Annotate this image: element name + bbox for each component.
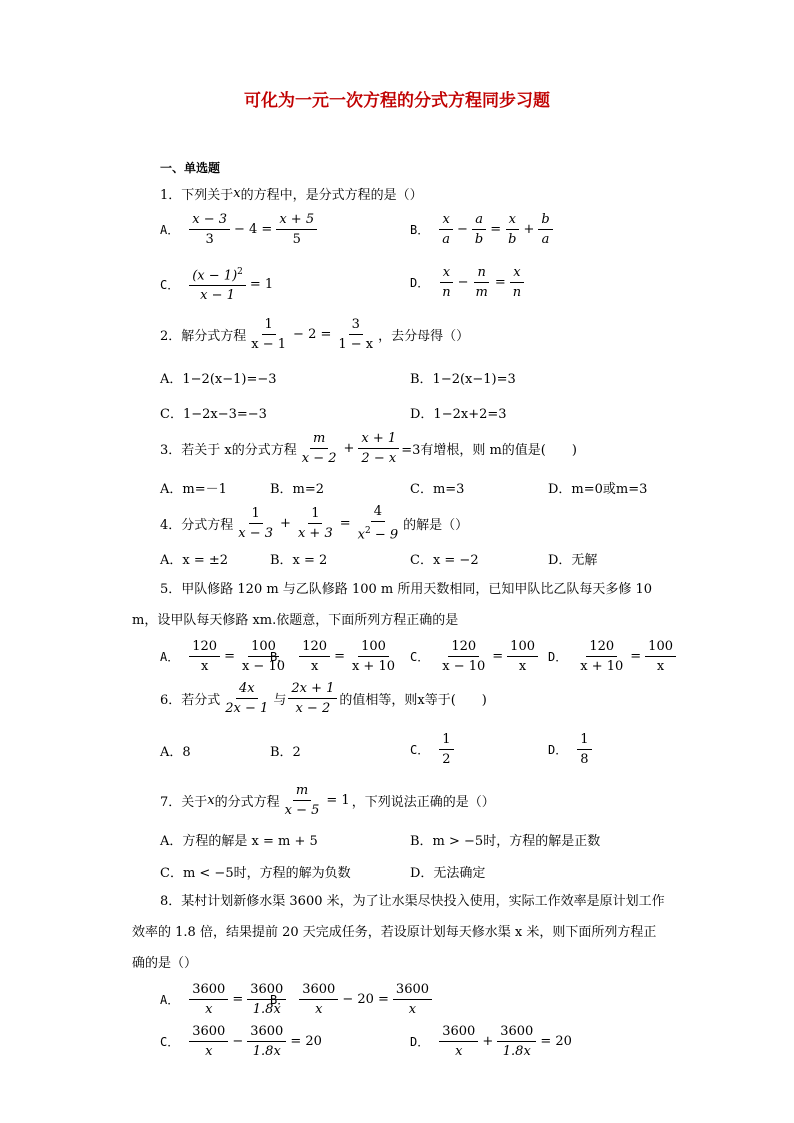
q3-option-a[interactable]: A．m=－1 <box>160 482 227 497</box>
q7-option-d[interactable]: D．无法确定 <box>410 866 486 881</box>
question-2: 2．解分式方程 $\frac{1}{x - 1}$ − 2 = $\frac{3}{1 - x}$ ，去分母得（） <box>160 317 470 352</box>
question-8: 8．某村计划新修水渠 3600 米，为了让水渠尽快投入使用，实际工作效率是原计划工作效率的 1.8 倍，结果提前 20 天完成任务，若设原计划每天修水渠 x 米，则下面所列方程正确的是（） <box>132 894 665 971</box>
question-4: 4．分式方程 $\frac{1}{x - 3}$ + $\frac{1}{x + 3}$ = $\frac{4}{x^2 - 9}$ 的解是（） <box>160 504 469 543</box>
q8-option-c[interactable]: C． $\frac{3600}{x}$ − $\frac{3600}{1.8x}$ = 20 <box>160 1024 322 1059</box>
section-heading: 一、单选题 <box>160 161 221 175</box>
question-3: 3．若关于 x的分式方程 $\frac{m}{x - 2}$ + $\frac{x + 1}{2 - x}$ =3有增根，则 m的值是( ) <box>160 431 577 466</box>
q4-option-b[interactable]: B．x = 2 <box>270 553 328 568</box>
q1-var: x <box>233 186 241 201</box>
q5-option-c[interactable]: C． $\frac{120}{x - 10}$ = $\frac{100}{x}$ <box>410 638 540 675</box>
question-6: 6．若分式 $\frac{4x}{2x - 1}$ 与 $\frac{2x + 1}{x - 2}$ 的值相等，则x等于( ) <box>160 681 487 716</box>
q5-option-a[interactable]: A． $\frac{120}{x}$ = $\frac{100}{x - 10}$ <box>160 639 285 674</box>
question-7: 7．关于 x 的分式方程 $\frac{m}{x - 5}$ = 1 ，下列说法正确的是（） <box>160 783 495 818</box>
q6-option-b[interactable]: B．2 <box>270 745 301 760</box>
q2-option-c[interactable]: C．1−2x−3=−3 <box>160 407 267 422</box>
q2-option-b[interactable]: B．1−2(x−1)=3 <box>410 372 516 387</box>
q5-option-b[interactable]: B． $\frac{120}{x}$ = $\frac{100}{x + 10}$ <box>270 639 395 674</box>
q1-stem-end: 的方程中，是分式方程的是（） <box>240 188 423 203</box>
q3-option-d[interactable]: D．m=0或m=3 <box>548 482 648 497</box>
q1-option-c[interactable]: C． $\frac{(x - 1)^2}{x - 1}$ = 1 <box>160 264 275 304</box>
q4-option-a[interactable]: A．x = ±2 <box>160 553 229 568</box>
q7-option-c[interactable]: C．m < −5时，方程的解为负数 <box>160 866 351 881</box>
q6-option-a[interactable]: A．8 <box>160 745 191 760</box>
q1-option-d[interactable]: D． $\frac{x}{n}$ − $\frac{n}{m}$ = $\frac{x}{n}$ <box>410 264 526 301</box>
q8-option-d[interactable]: D． $\frac{3600}{x}$ + $\frac{3600}{1.8x}$ = 20 <box>410 1024 572 1059</box>
q3-option-c[interactable]: C．m=3 <box>410 482 465 497</box>
q1-option-a[interactable]: A． $\frac{x - 3}{3}$ − 4 = $\frac{x + 5}{5}$ <box>160 211 319 248</box>
q2-option-a[interactable]: A．1−2(x−1)=−3 <box>160 372 277 387</box>
q2-option-d[interactable]: D．1−2x+2=3 <box>410 407 507 422</box>
q3-option-b[interactable]: B．m=2 <box>270 482 325 497</box>
q4-option-d[interactable]: D．无解 <box>548 553 598 568</box>
q5-option-d[interactable]: D． $\frac{120}{x + 10}$ = $\frac{100}{x}$ <box>548 638 678 675</box>
page-title: 可化为一元一次方程的分式方程同步习题 <box>244 91 550 111</box>
q6-option-c[interactable]: C． $\frac{1}{2}$ <box>410 731 456 768</box>
q4-option-c[interactable]: C．x = −2 <box>410 553 479 568</box>
q1-stem: 1．下列关于 <box>160 188 234 203</box>
q6-option-d[interactable]: D． $\frac{1}{8}$ <box>548 731 594 768</box>
q1-option-b[interactable]: B． $\frac{x}{a}$ − $\frac{a}{b}$ = $\frac{x}{b}$ + $\frac{b}{a}$ <box>410 211 555 248</box>
question-5: 5．甲队修路 120 m 与乙队修路 100 m 所用天数相同，已知甲队比乙队每天多修 10 m，设甲队每天修路 xm.依题意，下面所列方程正确的是 <box>132 582 653 628</box>
q8-option-b[interactable]: B． $\frac{3600}{x}$ − 20 = $\frac{3600}{x}$ <box>270 981 434 1018</box>
q8-option-a[interactable]: A． $\frac{3600}{x}$ = $\frac{3600}{1.8x}$ <box>160 981 288 1018</box>
question-1 <box>160 184 423 203</box>
q7-option-b[interactable]: B．m > −5时，方程的解是正数 <box>410 834 601 849</box>
q7-option-a[interactable]: A．方程的解是 x = m + 5 <box>160 834 318 849</box>
